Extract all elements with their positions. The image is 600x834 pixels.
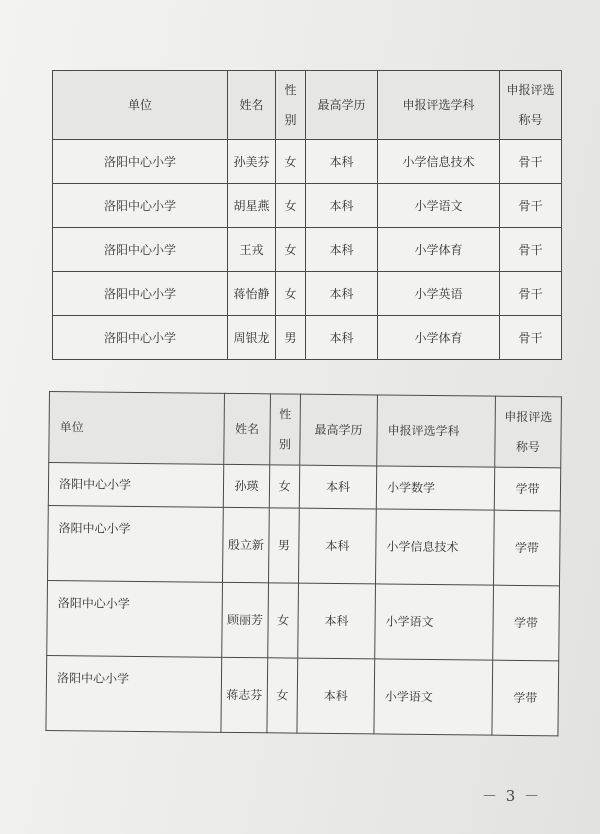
table-row <box>53 316 562 360</box>
cell-subject: 小学体育 <box>378 316 500 360</box>
cell-education: 本科 <box>306 140 378 184</box>
cell-subject: 小学语文 <box>378 184 500 228</box>
cell-unit: 洛阳中心小学 <box>53 316 228 360</box>
cell-name: 殷立新 <box>223 507 270 582</box>
cell-gender: 男 <box>276 316 306 360</box>
cell-education: 本科 <box>306 272 378 316</box>
cell-education: 本科 <box>306 228 378 272</box>
academic-leader-table <box>45 391 562 736</box>
table-header-row <box>53 71 562 140</box>
backbone-teacher-table <box>52 70 562 360</box>
cell-gender: 女 <box>276 228 306 272</box>
cell-name: 胡星燕 <box>228 184 276 228</box>
header-title: 申报评选称号 <box>500 71 562 140</box>
cell-name: 孙美芬 <box>228 140 276 184</box>
cell-unit: 洛阳中心小学 <box>46 655 222 732</box>
header-title: 申报评选称号 <box>495 396 562 468</box>
table-row <box>46 655 559 735</box>
cell-title: 学带 <box>494 467 560 511</box>
header-name: 姓名 <box>228 71 276 140</box>
table-header-row <box>49 392 562 468</box>
header-name: 姓名 <box>224 393 271 464</box>
cell-name: 孙瑛 <box>223 464 269 507</box>
cell-title: 学带 <box>493 510 560 586</box>
cell-education: 本科 <box>299 508 377 584</box>
cell-name: 蒋志芬 <box>221 657 268 732</box>
header-gender: 性别 <box>270 394 301 465</box>
table-row <box>53 140 562 184</box>
cell-subject: 小学英语 <box>378 272 500 316</box>
cell-education: 本科 <box>306 184 378 228</box>
cell-education: 本科 <box>297 658 375 734</box>
cell-name: 蒋怡静 <box>228 272 276 316</box>
cell-unit: 洛阳中心小学 <box>53 140 228 184</box>
header-unit: 单位 <box>49 392 225 465</box>
table-row <box>48 505 561 585</box>
header-education: 最高学历 <box>306 71 378 140</box>
cell-education: 本科 <box>306 316 378 360</box>
header-gender: 性别 <box>276 71 306 140</box>
cell-title: 骨干 <box>500 228 562 272</box>
cell-title: 骨干 <box>500 316 562 360</box>
cell-unit: 洛阳中心小学 <box>47 580 223 657</box>
header-unit: 单位 <box>53 71 228 140</box>
table-row <box>47 580 560 660</box>
cell-title: 学带 <box>492 660 559 736</box>
cell-unit: 洛阳中心小学 <box>53 184 228 228</box>
cell-gender: 男 <box>269 508 300 583</box>
cell-gender: 女 <box>269 465 299 508</box>
cell-subject: 小学语文 <box>375 584 494 660</box>
page-number: － 3 － <box>482 787 542 805</box>
cell-name: 顾丽芳 <box>222 582 269 657</box>
cell-subject: 小学信息技术 <box>375 509 494 585</box>
cell-gender: 女 <box>268 583 299 658</box>
cell-title: 学带 <box>493 585 560 661</box>
header-subject: 申报评选学科 <box>377 395 496 467</box>
cell-subject: 小学数学 <box>376 466 494 510</box>
cell-name: 王戎 <box>228 228 276 272</box>
header-education: 最高学历 <box>300 394 378 466</box>
table-row <box>48 463 560 511</box>
cell-title: 骨干 <box>500 140 562 184</box>
cell-gender: 女 <box>267 658 298 733</box>
cell-subject: 小学体育 <box>378 228 500 272</box>
cell-unit: 洛阳中心小学 <box>53 272 228 316</box>
cell-gender: 女 <box>276 272 306 316</box>
cell-title: 骨干 <box>500 184 562 228</box>
cell-gender: 女 <box>276 184 306 228</box>
cell-subject: 小学信息技术 <box>378 140 500 184</box>
cell-education: 本科 <box>298 583 376 659</box>
cell-unit: 洛阳中心小学 <box>48 463 223 508</box>
cell-gender: 女 <box>276 140 306 184</box>
cell-name: 周银龙 <box>228 316 276 360</box>
cell-subject: 小学语文 <box>374 659 493 735</box>
table-row <box>53 272 562 316</box>
table-row <box>53 228 562 272</box>
cell-education: 本科 <box>299 465 376 509</box>
cell-title: 骨干 <box>500 272 562 316</box>
table-row <box>53 184 562 228</box>
header-subject: 申报评选学科 <box>378 71 500 140</box>
cell-unit: 洛阳中心小学 <box>53 228 228 272</box>
cell-unit: 洛阳中心小学 <box>48 505 224 582</box>
